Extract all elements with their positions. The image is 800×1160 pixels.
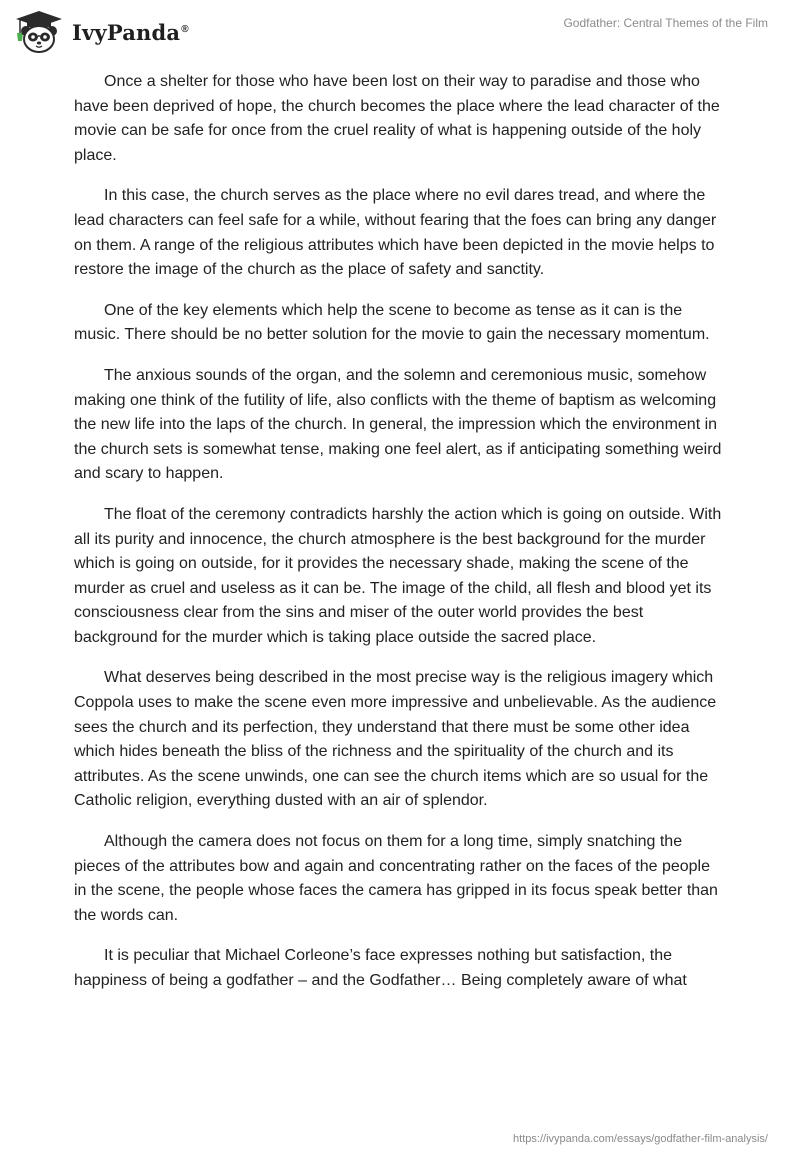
paragraph-4: The anxious sounds of the organ, and the solemn and ceremonious music, somehow making one think of the futility of life, also conflicts with the theme of baptism as welcoming the new life into the laps of the church. In general, the impression which the environment in the church sets is somewhat tense, making one feel alert, as if anticipating something weird and scary to happen.	[74, 366, 722, 483]
brand-name-text: IvyPanda	[72, 19, 181, 45]
registered-mark: ®	[181, 23, 189, 35]
panda-graduate-icon	[14, 9, 64, 53]
ivypanda-logo[interactable]	[14, 8, 189, 54]
page-header	[0, 0, 800, 60]
paragraph-3: One of the key elements which help the scene to become as tense as it can is the music. There should be no better solution for the movie to gain the necessary momentum.	[74, 301, 710, 344]
paragraph-1: Once a shelter for those who have been lost on their way to paradise and those who have been deprived of hope, the church becomes the place where the lead character of the movie can be safe for once from the cruel reality of what is happening outside of the holy place.	[74, 73, 720, 164]
essay-body	[74, 70, 726, 1010]
paragraph-2: In this case, the church serves as the place where no evil dares tread, and where the lead characters can feel safe for a while, without fearing that the foes can bring any danger on them. A range of the religious attributes which have been depicted in the movie helps to restore the image of the church as the place of safety and sanctity.	[74, 187, 717, 279]
brand-name	[72, 20, 189, 45]
source-url[interactable]: https://ivypanda.com/essays/godfather-film-analysis/	[513, 1133, 768, 1145]
paragraph-7: Although the camera does not focus on them for a long time, simply snatching the pieces of the attributes bow and again and concentrating rather on the faces of the people in the scene, the people whose faces the camera has gripped in its focus speak better than the words can.	[74, 833, 718, 924]
paragraph-8: It is peculiar that Michael Corleone’s face expresses nothing but satisfaction, the happiness of being a godfather – and the Godfather… Being completely aware of what	[74, 947, 687, 989]
paragraph-5: The float of the ceremony contradicts harshly the action which is going on outside. With all its purity and innocence, the church atmosphere is the best background for the murder which is going on outside, for it provides the necessary shade, making the scene of the murder as cruel and useless as it can be. The image of the child, all flesh and blood yet its consciousness clear from the sins and miser of the outer world provides the best background for the murder which is taking place outside the sacred place.	[74, 505, 722, 646]
document-title: Godfather: Central Themes of the Film	[563, 16, 768, 30]
paragraph-6: What deserves being described in the most precise way is the religious imagery which Coppola uses to make the scene even more impressive and unbelievable. As the audience sees the church and its perfection, they understand that there must be some other idea which hides beneath the bliss of the richness and the spirituality of the church and its attributes. As the scene unwinds, one can see the church items which are so usual for the Catholic religion, everything dusted with an air of splendor.	[74, 669, 717, 810]
